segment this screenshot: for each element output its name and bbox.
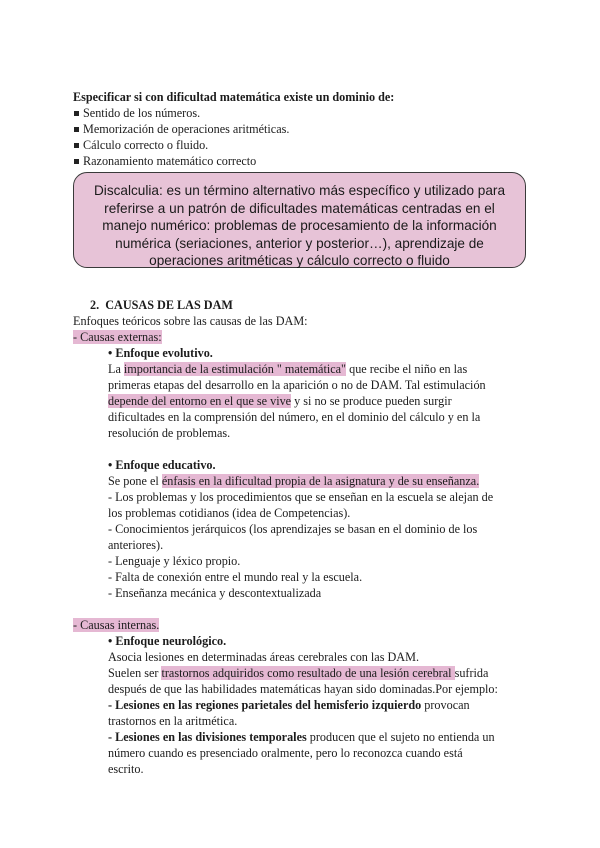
- enfoque-neurologico-title: • Enfoque neurológico.: [108, 634, 227, 648]
- discalculia-callout: [73, 172, 526, 268]
- causas-internas-label: - Causas internas.: [73, 618, 160, 632]
- callout-line: manejo numérico: problemas de procesamiento de la información: [102, 218, 497, 234]
- causas-externas-label: - Causas externas:: [73, 330, 162, 344]
- section-heading: 2. CAUSAS DE LAS DAM: [90, 298, 233, 312]
- square-bullet-icon: [74, 143, 79, 148]
- intro-bullet: Cálculo correcto o fluido.: [73, 137, 208, 153]
- paragraph-line: - Lesiones en las divisiones temporales producen que el sujeto no entienda un: [108, 730, 495, 744]
- paragraph-line: número cuando es presenciado oralmente, pero lo reconozca cuando está: [108, 746, 463, 760]
- list-item: - Falta de conexión entre el mundo real y la escuela.: [108, 570, 363, 584]
- paragraph-line: Asocia lesiones en determinadas áreas cerebrales con las DAM.: [108, 650, 419, 664]
- callout-line: numérica (seriaciones, anterior y posterior…), aprendizaje de: [115, 235, 484, 251]
- paragraph-line: La importancia de la estimulación " matemática" que recibe el niño en las: [108, 362, 468, 376]
- square-bullet-icon: [74, 159, 79, 164]
- paragraph-line: después de que las habilidades matemáticas hayan sido dominadas.Por ejemplo:: [108, 682, 498, 696]
- intro-bullet: Razonamiento matemático correcto: [73, 153, 256, 169]
- paragraph-line: primeras etapas del desarrollo en la aparición o no de DAM. Tal estimulación: [108, 378, 486, 392]
- list-item: anteriores).: [108, 538, 164, 552]
- callout-line: operaciones aritméticas y cálculo correcto o fluido: [149, 253, 450, 269]
- paragraph-line: resolución de problemas.: [108, 426, 231, 440]
- enfoque-educativo-title: • Enfoque educativo.: [108, 458, 216, 472]
- list-item: - Enseñanza mecánica y descontextualizada: [108, 586, 322, 600]
- paragraph-line: escrito.: [108, 762, 144, 776]
- square-bullet-icon: [74, 111, 79, 116]
- paragraph-line: Se pone el énfasis en la dificultad propia de la asignatura y de su enseñanza.: [108, 474, 480, 488]
- list-item: - Lenguaje y léxico propio.: [108, 554, 241, 568]
- paragraph-line: dificultades en la comprensión del número, en el dominio del cálculo y en la: [108, 410, 481, 424]
- paragraph-line: - Lesiones en las regiones parietales del hemisferio izquierdo provocan: [108, 698, 470, 712]
- paragraph-line: trastornos en la aritmética.: [108, 714, 238, 728]
- list-item: los problemas cotidianos (idea de Competencias).: [108, 506, 351, 520]
- list-item: - Conocimientos jerárquicos (los aprendizajes se basan en el dominio de los: [108, 522, 478, 536]
- intro-heading: Especificar si con dificultad matemática existe un dominio de:: [73, 90, 395, 104]
- intro-bullet: Sentido de los números.: [73, 105, 200, 121]
- callout-line: referirse a un patrón de dificultades matemáticas centradas en el: [104, 200, 495, 216]
- enfoque-evolutivo-title: • Enfoque evolutivo.: [108, 346, 213, 360]
- callout-line: Discalculia: es un término alternativo más específico y utilizado para: [93, 183, 506, 198]
- list-item: - Los problemas y los procedimientos que se enseñan en la escuela se alejan de: [108, 490, 494, 504]
- intro-bullet: Memorización de operaciones aritméticas.: [73, 121, 289, 137]
- section-subtitle: Enfoques teóricos sobre las causas de las DAM:: [73, 314, 308, 328]
- square-bullet-icon: [74, 127, 79, 132]
- paragraph-line: Suelen ser trastornos adquiridos como resultado de una lesión cerebral sufrida: [108, 666, 489, 680]
- paragraph-line: depende del entorno en el que se vive y si no se produce pueden surgir: [108, 394, 452, 408]
